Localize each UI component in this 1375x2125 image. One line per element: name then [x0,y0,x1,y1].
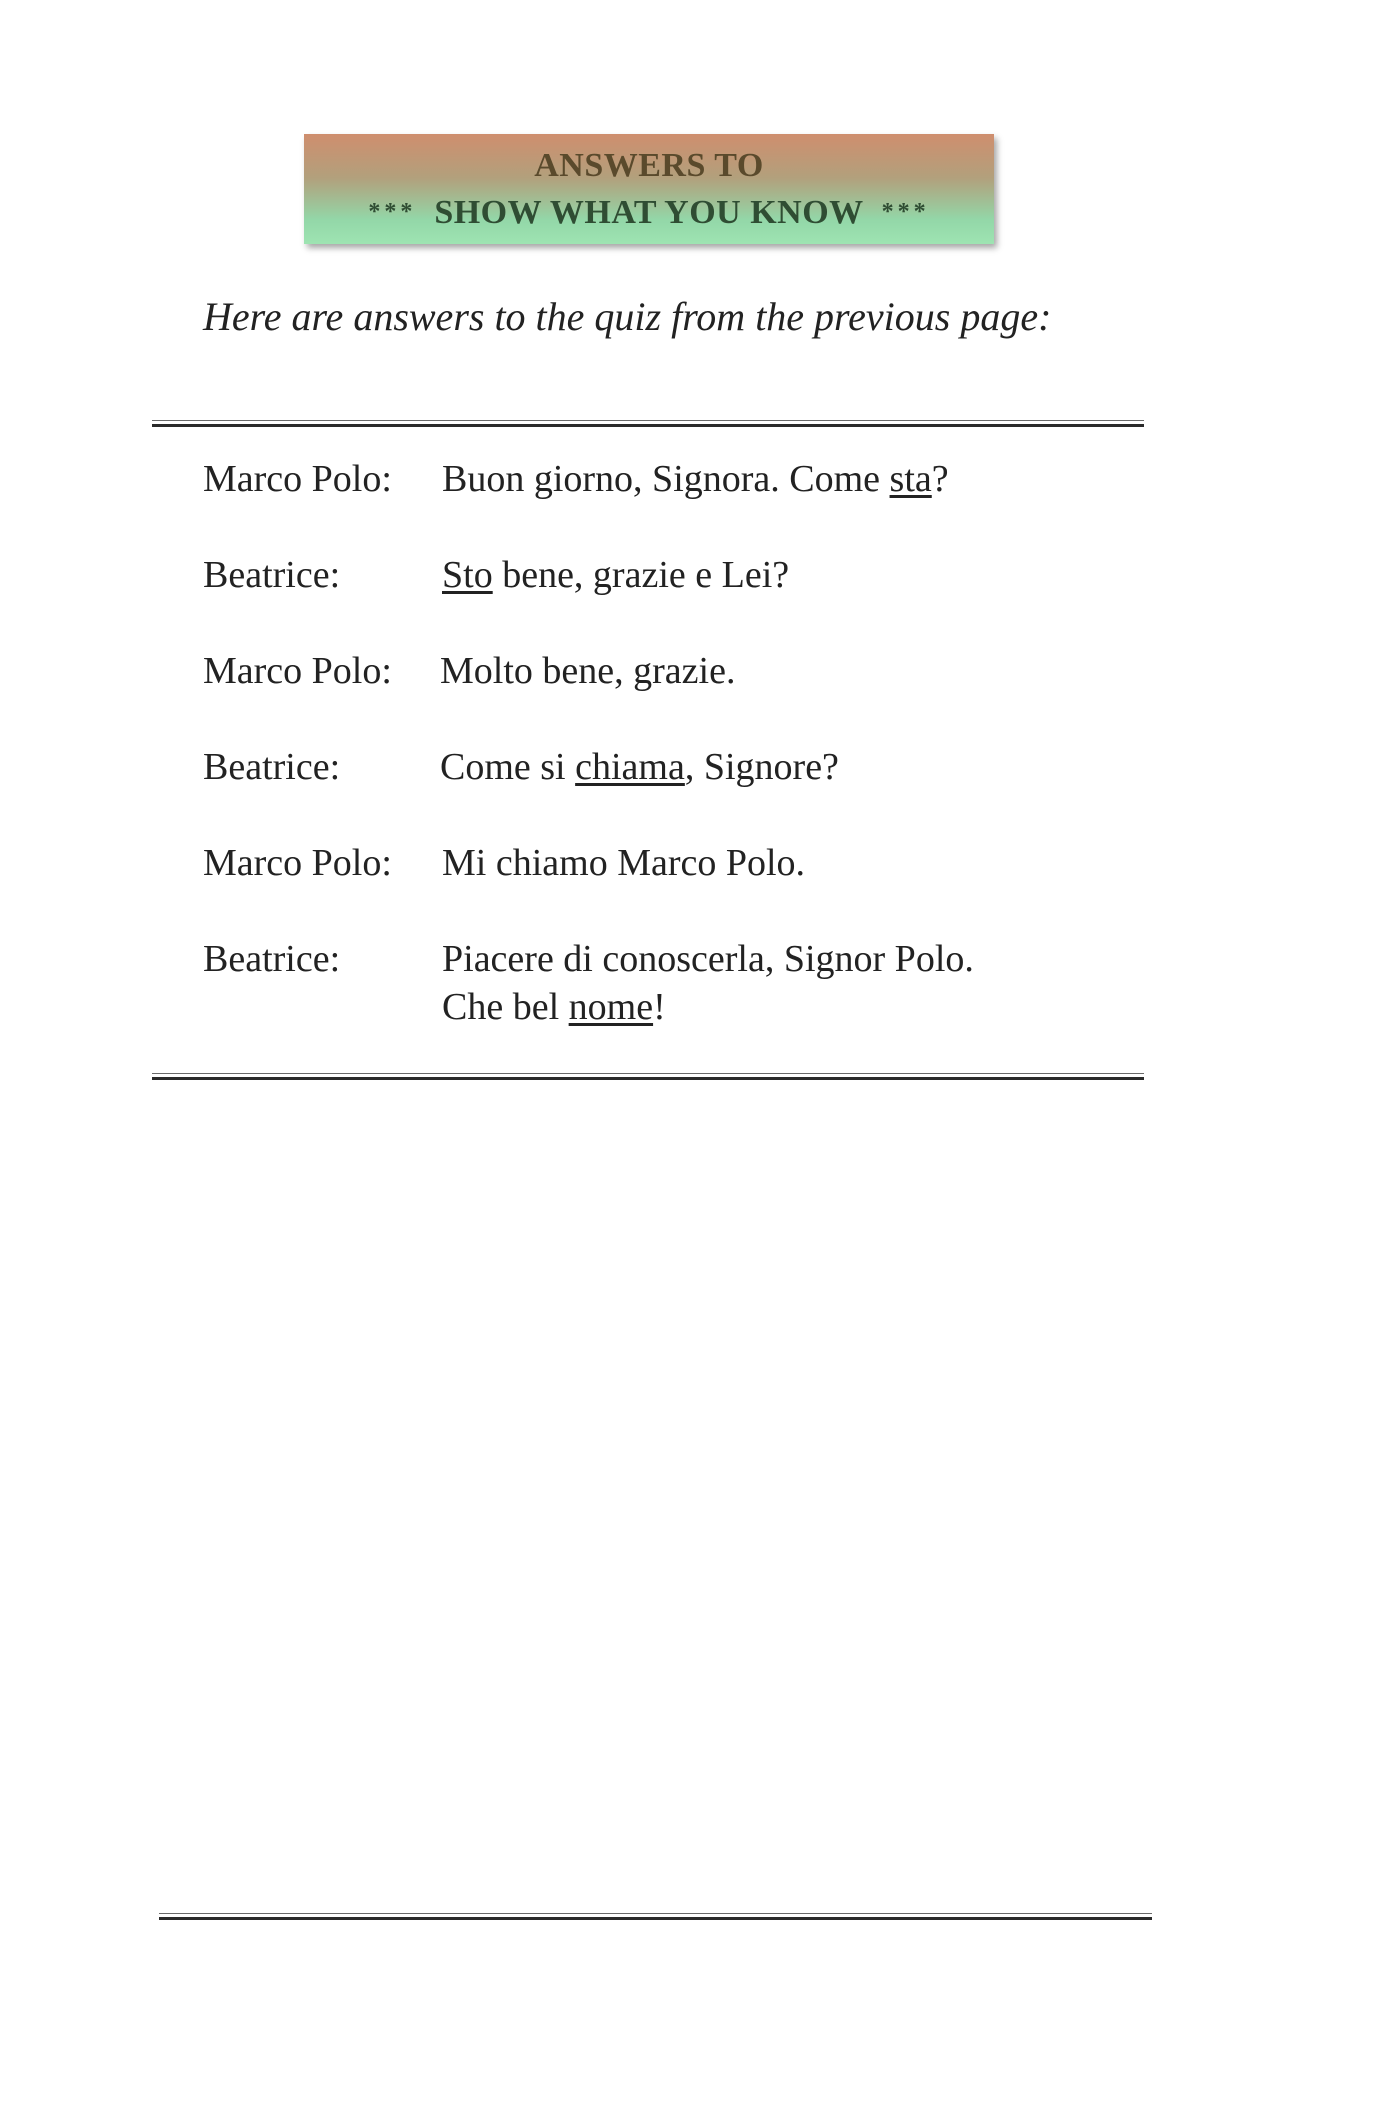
title-banner [304,134,994,244]
line-text: bene, grazie e Lei? [492,554,790,596]
line-text: ? [931,458,949,500]
speaker-name: Beatrice: [203,938,341,980]
answer-word: Sto [442,554,493,596]
dialogue-line: Mi chiamo Marco Polo. [442,842,806,884]
banner-title-text: SHOW WHAT YOU KNOW [434,194,864,231]
line-text: , Signore? [684,746,839,788]
speaker-name: Marco Polo: [203,458,392,500]
dialogue-row [203,935,1103,1065]
intro-text: Here are answers to the quiz from the previous page: [203,294,1052,339]
divider-bottom [152,1073,1144,1080]
line-text: Come si [440,746,576,788]
dialogue-line: Piacere di conoscerla, Signor Polo. [442,938,974,980]
dialogue-line [442,983,666,1031]
answer-word: sta [889,458,932,500]
dialogue-line: Molto bene, grazie. [440,650,736,692]
line-text: Buon giorno, Signora. Come [442,458,890,500]
speaker-name: Marco Polo: [203,650,392,692]
divider-top [152,420,1144,427]
line-text: ! [653,986,666,1028]
dialogue-row [203,647,1103,743]
dialogue-row [203,743,1103,839]
banner-title-line1: ANSWERS TO [534,147,764,184]
dialogue-row [203,455,1103,551]
banner-stars-right: *** [881,199,930,225]
dialogue-row [203,551,1103,647]
speaker-name: Beatrice: [203,746,341,788]
dialogue [203,455,1103,1065]
line-text: Che bel [442,986,569,1028]
page-footer-rule [159,1913,1152,1920]
banner-title-line2 [304,192,994,233]
dialogue-line [442,551,789,599]
dialogue-row [203,839,1103,935]
banner-stars-left: *** [368,199,417,225]
speaker-name: Beatrice: [203,554,341,596]
dialogue-line [442,455,949,503]
answer-word: nome [568,986,654,1028]
dialogue-line [440,743,839,791]
speaker-name: Marco Polo: [203,842,392,884]
answer-word: chiama [575,746,685,788]
